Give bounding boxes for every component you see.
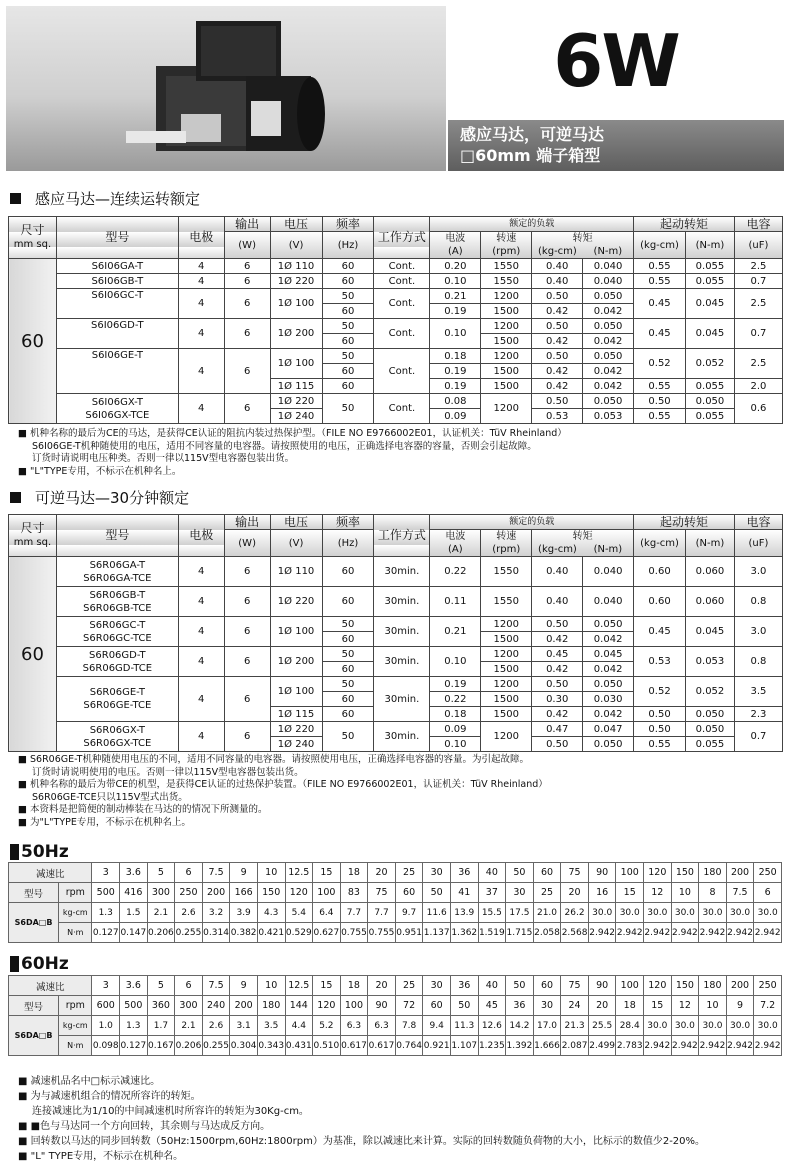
ratio-value: 180 <box>699 863 727 883</box>
kgcm-value: 5.2 <box>313 1016 341 1036</box>
rpm-value: 250 <box>175 883 203 903</box>
ratio-value: 30 <box>423 863 451 883</box>
kgcm-value: 30.0 <box>726 1016 754 1036</box>
kgcm-value: 3.9 <box>230 903 258 923</box>
kgcm-value: 3.5 <box>257 1016 285 1036</box>
ratio-value: 75 <box>561 863 589 883</box>
nm-value: 2.499 <box>588 1036 616 1056</box>
table-row: S6I06GD-T 4 6 1Ø 200 50 Cont. 0.10 1200 0.50 0.050 0.45 0.045 0.7 <box>9 319 783 334</box>
kgcm-value: 15.5 <box>478 903 506 923</box>
nm-value: 0.529 <box>285 923 313 943</box>
kgcm-value: 25.5 <box>588 1016 616 1036</box>
nm-value: 2.058 <box>533 923 561 943</box>
motor-photo <box>6 6 446 171</box>
ratio-value: 7.5 <box>202 863 230 883</box>
table-row: 60 0.22 1500 0.30 0.030 <box>9 692 783 707</box>
ratio-value: 120 <box>644 863 672 883</box>
table-row: S6I06GE-T 4 6 1Ø 100 50 Cont. 0.18 1200 0.50 0.050 0.52 0.052 2.5 <box>9 349 783 364</box>
kgcm-value: 4.4 <box>285 1016 313 1036</box>
ratio-value: 250 <box>754 976 782 996</box>
table-row: 60 0.19 1500 0.42 0.042 <box>9 304 783 319</box>
rpm-value: 500 <box>92 883 120 903</box>
ratio-value: 50 <box>506 863 534 883</box>
ratio-value: 36 <box>450 863 478 883</box>
gear60-table <box>8 975 782 1056</box>
nm-value: 0.255 <box>202 1036 230 1056</box>
rpm-value: 300 <box>175 996 203 1016</box>
rpm-value: 72 <box>395 996 423 1016</box>
rpm-value: 18 <box>616 996 644 1016</box>
kgcm-value: 6.4 <box>313 903 341 923</box>
nm-value: 2.783 <box>616 1036 644 1056</box>
rpm-value: 600 <box>92 996 120 1016</box>
nm-value: 2.942 <box>699 923 727 943</box>
rpm-value: 30 <box>506 883 534 903</box>
rpm-value: 150 <box>257 883 285 903</box>
rpm-value: 30 <box>533 996 561 1016</box>
rpm-value: 45 <box>478 996 506 1016</box>
nm-value: 0.127 <box>120 1036 148 1056</box>
table-row: 60 1500 0.42 0.042 <box>9 632 783 647</box>
nm-value: 1.107 <box>450 1036 478 1056</box>
section2-heading: 可逆马达—30分钟额定 <box>10 487 189 508</box>
nm-value: 0.343 <box>257 1036 285 1056</box>
rpm-value: 60 <box>395 883 423 903</box>
rpm-value: 37 <box>478 883 506 903</box>
reversible-spec-table: 尺寸 mm sq. 型号 电极 输出 电压 频率 工作方式 额定的负载 起动转矩 电容 (W) (V) (Hz) 电波 (A) 转速 (rpm) 转矩 (kg-cm) (N-m) (kg-cm) (N-m) (uF) 60 S6R06GA-T S6R06GA-TCE 4 6 1Ø 110 60 30min. 0.22 1550 0.40 0.040 0.60 0.060 3.0 S6R06GB-T S6R06GB-TCE 4 6 1Ø 220 60 30min. 0.11 1550 0.40 0.040 0.60 0.060 0.8 S6R06GC-T S6R06GC-TCE 4 6 1Ø 100 50 30min. 0.21 1200 0.50 0.050 0.45 0.045 3.0 60 1500 0.42 0.042 S6R06GD-T S6R06GD-TCE 4 6 1Ø 200 50 30min. 0.10 1200 0.45 0.045 0.53 0.053 0.8 60 1500 0.42 0.042 S6R06GE-T S6R06GE-TCE 4 6 1Ø 100 50 30min. 0.19 1200 0.50 0.050 0.52 0.052 3.5 60 0.22 1500 0.30 0.030 1Ø 115 60 0.18 1500 0.42 0.042 0.50 0.050 2.3 S6R06GX-T S6R06GX-TCE 4 6 1Ø 220 50 30min. 0.09 1200 0.47 0.047 0.50 0.050 0.7 1Ø 240 0.10 0.50 0.050 0.55 0.055 <box>8 514 783 752</box>
table-row: 1Ø 115 60 0.19 1500 0.42 0.042 0.55 0.055 2.0 <box>9 379 783 394</box>
kgcm-value: 30.0 <box>671 1016 699 1036</box>
gear50-heading: 50Hz <box>10 842 69 862</box>
nm-value: 1.362 <box>450 923 478 943</box>
title-box <box>448 6 784 171</box>
ratio-value: 40 <box>478 976 506 996</box>
kgcm-value: 2.1 <box>147 903 175 923</box>
kgcm-value: 7.7 <box>368 903 396 923</box>
ratio-value: 6 <box>175 976 203 996</box>
kgcm-value: 21.0 <box>533 903 561 923</box>
nm-value: 0.431 <box>285 1036 313 1056</box>
table-row: S6R06GX-T S6R06GX-TCE 4 6 1Ø 220 50 30min. 0.09 1200 0.47 0.047 0.50 0.050 0.7 <box>9 722 783 737</box>
kgcm-value: 17.5 <box>506 903 534 923</box>
kgcm-value: 30.0 <box>644 1016 672 1036</box>
table-row: 60 1500 0.42 0.042 <box>9 662 783 677</box>
ratio-value: 12.5 <box>285 976 313 996</box>
kgcm-value: 3.1 <box>230 1016 258 1036</box>
nm-value: 0.951 <box>395 923 423 943</box>
ratio-value: 100 <box>616 976 644 996</box>
motor-illustration <box>6 6 446 171</box>
table-row: 60 0.19 1500 0.42 0.042 <box>9 364 783 379</box>
nm-value: 0.382 <box>230 923 258 943</box>
rpm-value: 120 <box>313 996 341 1016</box>
kgcm-value: 30.0 <box>616 903 644 923</box>
rpm-value: 6 <box>754 883 782 903</box>
gear50-table <box>8 862 782 943</box>
nm-row: N·m 0.098 0.127 0.167 0.206 0.255 0.304 0.343 0.431 0.510 0.617 0.617 0.764 0.921 1.107 1.235 1.392 1.666 2.087 2.499 2.783 2.942 2.942 2.942 2.942 2.942 <box>9 1036 782 1056</box>
nm-value: 2.942 <box>588 923 616 943</box>
rpm-value: 180 <box>257 996 285 1016</box>
nm-value: 1.715 <box>506 923 534 943</box>
table-row: S6I06GC-T 4 6 1Ø 100 50 Cont. 0.21 1200 0.50 0.050 0.45 0.045 2.5 <box>9 289 783 304</box>
table-row: 60 1500 0.42 0.042 <box>9 334 783 349</box>
ratio-value: 3.6 <box>120 976 148 996</box>
kgcm-value: 30.0 <box>671 903 699 923</box>
table-row: S6R06GB-T S6R06GB-TCE 4 6 1Ø 220 60 30min. 0.11 1550 0.40 0.040 0.60 0.060 0.8 <box>9 587 783 617</box>
ratio-value: 18 <box>340 863 368 883</box>
kgcm-value: 2.6 <box>202 1016 230 1036</box>
table-row: S6R06GC-T S6R06GC-TCE 4 6 1Ø 100 50 30min. 0.21 1200 0.50 0.050 0.45 0.045 3.0 <box>9 617 783 632</box>
kgcm-value: 17.0 <box>533 1016 561 1036</box>
ratio-value: 90 <box>588 863 616 883</box>
ratio-value: 10 <box>257 976 285 996</box>
rpm-value: 16 <box>588 883 616 903</box>
rpm-value: 100 <box>340 996 368 1016</box>
header-row: 尺寸 mm sq. 型号 电极 输出 电压 频率 工作方式 额定的负载 起动转矩 电容 <box>9 515 783 530</box>
rpm-value: 41 <box>450 883 478 903</box>
ratio-value: 40 <box>478 863 506 883</box>
ratio-value: 60 <box>533 976 561 996</box>
nm-value: 0.167 <box>147 1036 175 1056</box>
kgcm-value: 2.1 <box>175 1016 203 1036</box>
nm-value: 2.942 <box>671 1036 699 1056</box>
ratio-value: 9 <box>230 976 258 996</box>
kgcm-value: 6.3 <box>368 1016 396 1036</box>
section1-notes: ■ 机种名称的最后为CE的马达，是获得CE认证的阻抗内装过热保护型。（FILE NO E9766002E01，认证机关：TüV Rheinland） S6I06GE-T机种随使用的电压，适用不同容量的电容器。请按照使用的电压，正确选择电容器的容量，否则会引起故障。 订货时请说明电压种类。否则一律以115V型电容器包装出货。 ■ "L"TYPE专用，不标示在机种名上。 <box>18 428 567 477</box>
kgcm-value: 11.3 <box>450 1016 478 1036</box>
ratio-value: 180 <box>699 976 727 996</box>
ratio-value: 75 <box>561 976 589 996</box>
kgcm-value: 7.8 <box>395 1016 423 1036</box>
nm-value: 1.519 <box>478 923 506 943</box>
ratio-value: 3 <box>92 976 120 996</box>
kgcm-value: 1.7 <box>147 1016 175 1036</box>
kgcm-value: 21.3 <box>561 1016 589 1036</box>
table-row: 1Ø 240 0.10 0.50 0.050 0.55 0.055 <box>9 737 783 752</box>
rpm-value: 200 <box>202 883 230 903</box>
kgcm-value: 1.0 <box>92 1016 120 1036</box>
table-row: 60 S6I06GA-T 4 6 1Ø 110 60 Cont. 0.20 1550 0.40 0.040 0.55 0.055 2.5 <box>9 259 783 274</box>
nm-value: 2.568 <box>561 923 589 943</box>
ratio-value: 200 <box>726 976 754 996</box>
nm-value: 2.942 <box>644 1036 672 1056</box>
nm-value: 0.617 <box>340 1036 368 1056</box>
kgcm-value: 14.2 <box>506 1016 534 1036</box>
ratio-value: 250 <box>754 863 782 883</box>
ratio-value: 12.5 <box>285 863 313 883</box>
table-row: 1Ø 240 0.09 0.53 0.053 0.55 0.055 <box>9 409 783 424</box>
kgcm-value: 30.0 <box>699 903 727 923</box>
rpm-row: 型号 rpm 500 416 300 250 200 166 150 120 100 83 75 60 50 41 37 30 25 20 16 15 12 10 8 7.5 6 <box>9 883 782 903</box>
ratio-value: 7.5 <box>202 976 230 996</box>
ratio-value: 150 <box>671 863 699 883</box>
ratio-value: 15 <box>313 863 341 883</box>
nm-value: 0.147 <box>120 923 148 943</box>
rpm-value: 360 <box>147 996 175 1016</box>
nm-value: 0.127 <box>92 923 120 943</box>
nm-value: 2.942 <box>754 923 782 943</box>
table-row: S6R06GE-T S6R06GE-TCE 4 6 1Ø 100 50 30min. 0.19 1200 0.50 0.050 0.52 0.052 3.5 <box>9 677 783 692</box>
kgcm-value: 30.0 <box>644 903 672 923</box>
nm-value: 1.666 <box>533 1036 561 1056</box>
ratio-value: 90 <box>588 976 616 996</box>
rpm-value: 24 <box>561 996 589 1016</box>
rpm-value: 20 <box>561 883 589 903</box>
kgcm-value: 3.2 <box>202 903 230 923</box>
rpm-value: 416 <box>120 883 148 903</box>
rpm-value: 10 <box>671 883 699 903</box>
kgcm-value: 4.3 <box>257 903 285 923</box>
rpm-value: 15 <box>644 996 672 1016</box>
rpm-value: 100 <box>313 883 341 903</box>
rpm-value: 50 <box>423 883 451 903</box>
rpm-value: 9 <box>726 996 754 1016</box>
ratio-value: 150 <box>671 976 699 996</box>
ratio-value: 30 <box>423 976 451 996</box>
table-row: 60 S6R06GA-T S6R06GA-TCE 4 6 1Ø 110 60 30min. 0.22 1550 0.40 0.040 0.60 0.060 3.0 <box>9 557 783 587</box>
rpm-value: 75 <box>368 883 396 903</box>
nm-value: 2.942 <box>754 1036 782 1056</box>
bullet-bar-icon <box>10 844 19 860</box>
nm-value: 0.098 <box>92 1036 120 1056</box>
kgcm-value: 12.6 <box>478 1016 506 1036</box>
rpm-value: 15 <box>616 883 644 903</box>
ratio-value: 120 <box>644 976 672 996</box>
ratio-row: 减速比 3 3.6 5 6 7.5 9 10 12.5 15 18 20 25 30 36 40 50 60 75 90 100 120 150 180 200 250 <box>9 863 782 883</box>
section1-heading: 感应马达—连续运转额定 <box>10 188 200 209</box>
rpm-value: 200 <box>230 996 258 1016</box>
kgcm-value: 2.6 <box>175 903 203 923</box>
rpm-value: 25 <box>533 883 561 903</box>
ratio-row: 减速比 3 3.6 5 6 7.5 9 10 12.5 15 18 20 25 30 36 40 50 60 75 90 100 120 150 180 200 250 <box>9 976 782 996</box>
kgcm-value: 1.5 <box>120 903 148 923</box>
header-row: 尺寸 mm sq. 型号 电极 输出 电压 频率 工作方式 额定的负载 起动转矩 电容 <box>9 217 783 232</box>
footer-notes: ■ 减速机品名中□标示减速比。 ■ 为与减速机组合的情况所容许的转矩。 连接减速比为1/10的中间减速机时所容许的转矩为30Kg-cm。 ■ ■色与马达同一个方向回转，其余则与马达成反方向。 ■ 回转数以马达的同步回转数（50Hz:1500rpm,60Hz:1800rpm）为基准，除以减速比来计算。实际的回转数随负荷物的大小，比标示的数值少2-20%。 ■ "L" TYPE专用，不标示在机种名。 <box>18 1076 706 1162</box>
nm-value: 2.942 <box>616 923 644 943</box>
nm-value: 0.314 <box>202 923 230 943</box>
nm-value: 0.627 <box>313 923 341 943</box>
nm-value: 1.392 <box>506 1036 534 1056</box>
gear60-heading: 60Hz <box>10 954 69 974</box>
rpm-value: 60 <box>423 996 451 1016</box>
table-row: S6I06GX-T S6I06GX-TCE 4 6 1Ø 220 50 Cont. 0.08 1200 0.50 0.050 0.50 0.050 0.6 <box>9 394 783 409</box>
ratio-value: 25 <box>395 976 423 996</box>
ratio-value: 5 <box>147 976 175 996</box>
kgcm-value: 26.2 <box>561 903 589 923</box>
ratio-value: 200 <box>726 863 754 883</box>
nm-value: 0.764 <box>395 1036 423 1056</box>
bullet-bar-icon <box>10 956 19 972</box>
bullet-square-icon <box>10 492 21 503</box>
nm-value: 2.087 <box>561 1036 589 1056</box>
rpm-value: 50 <box>450 996 478 1016</box>
kgcm-value: 30.0 <box>754 903 782 923</box>
bullet-square-icon <box>10 193 21 204</box>
nm-value: 0.206 <box>147 923 175 943</box>
kgcm-value: 30.0 <box>726 903 754 923</box>
ratio-value: 6 <box>175 863 203 883</box>
nm-value: 2.942 <box>699 1036 727 1056</box>
ratio-value: 25 <box>395 863 423 883</box>
nm-value: 0.921 <box>423 1036 451 1056</box>
ratio-value: 20 <box>368 863 396 883</box>
kgcm-value: 30.0 <box>754 1016 782 1036</box>
kgcm-row: S6DA□B kg-cm 1.3 1.5 2.1 2.6 3.2 3.9 4.3 5.4 6.4 7.7 7.7 9.7 11.6 13.9 15.5 17.5 21.0 26.2 30.0 30.0 30.0 30.0 30.0 30.0 30.0 <box>9 903 782 923</box>
nm-value: 0.755 <box>340 923 368 943</box>
nm-value: 0.255 <box>175 923 203 943</box>
nm-value: 2.942 <box>726 923 754 943</box>
kgcm-value: 28.4 <box>616 1016 644 1036</box>
rpm-value: 20 <box>588 996 616 1016</box>
ratio-value: 18 <box>340 976 368 996</box>
ratio-value: 20 <box>368 976 396 996</box>
rpm-value: 300 <box>147 883 175 903</box>
kgcm-value: 5.4 <box>285 903 313 923</box>
nm-value: 0.304 <box>230 1036 258 1056</box>
section2-notes: ■ S6R06GE-T机种随使用电压的不同，适用不同容量的电容器。请按照使用电压，正确选择电容器的容量。为引起故障。 订货时请说明使用的电压。否则一律以115V型电容器包装出货。 ■ 机种名称的最后为带CE的机型，是获得CE认证的过热保护装置。（FILE NO E9766002E01，认证机关：TüV Rheinland） S6R06GE-TCE只以115V型式出货。 ■ 本资料是把简便的制动棒装在马达的的情况下所测量的。 ■ 为"L"TYPE专用，不标示在机种名上。 <box>18 754 548 828</box>
rpm-value: 240 <box>202 996 230 1016</box>
rpm-value: 120 <box>285 883 313 903</box>
nm-value: 0.421 <box>257 923 285 943</box>
nm-value: 1.235 <box>478 1036 506 1056</box>
subtitle-line-2: □60mm 端子箱型 <box>460 146 601 165</box>
rpm-value: 500 <box>120 996 148 1016</box>
nm-value: 0.206 <box>175 1036 203 1056</box>
subtitle-line-1: 感应马达，可逆马达 <box>460 125 605 144</box>
nm-value: 2.942 <box>644 923 672 943</box>
table-row: S6R06GD-T S6R06GD-TCE 4 6 1Ø 200 50 30min. 0.10 1200 0.45 0.045 0.53 0.053 0.8 <box>9 647 783 662</box>
induction-spec-table: 尺寸 mm sq. 型号 电极 输出 电压 频率 工作方式 额定的负载 起动转矩 电容 (W) (V) (Hz) 电波 (A) 转速 (rpm) 转矩 (kg-cm) (N-m) (kg-cm) (N-m) (uF) 60 S6I06GA-T 4 6 1Ø 110 60 Cont. 0.20 1550 0.40 0.040 0.55 0.055 2.5 S6I06GB-T 4 6 1Ø 220 60 Cont. 0.10 1550 0.40 0.040 0.55 0.055 0.7 S6I06GC-T 4 6 1Ø 100 50 Cont. 0.21 1200 0.50 0.050 0.45 0.045 2.5 60 0.19 1500 0.42 0.042 S6I06GD-T 4 6 1Ø 200 50 Cont. 0.10 1200 0.50 0.050 0.45 0.045 0.7 60 1500 0.42 0.042 S6I06GE-T 4 6 1Ø 100 50 Cont. 0.18 1200 0.50 0.050 0.52 0.052 2.5 60 0.19 1500 0.42 0.042 1Ø 115 60 0.19 1500 0.42 0.042 0.55 0.055 2.0 S6I06GX-T S6I06GX-TCE 4 6 1Ø 220 50 Cont. 0.08 1200 0.50 0.050 0.50 0.050 0.6 1Ø 240 0.09 0.53 0.053 0.55 0.055 <box>8 216 783 424</box>
kgcm-value: 11.6 <box>423 903 451 923</box>
ratio-value: 100 <box>616 863 644 883</box>
table-row: 1Ø 115 60 0.18 1500 0.42 0.042 0.50 0.050 2.3 <box>9 707 783 722</box>
kgcm-value: 13.9 <box>450 903 478 923</box>
rpm-value: 36 <box>506 996 534 1016</box>
rpm-value: 7.5 <box>726 883 754 903</box>
rpm-value: 144 <box>285 996 313 1016</box>
ratio-value: 3 <box>92 863 120 883</box>
kgcm-value: 6.3 <box>340 1016 368 1036</box>
nm-value: 0.510 <box>313 1036 341 1056</box>
ratio-value: 5 <box>147 863 175 883</box>
rpm-value: 90 <box>368 996 396 1016</box>
rpm-value: 83 <box>340 883 368 903</box>
rpm-value: 12 <box>644 883 672 903</box>
kgcm-value: 9.4 <box>423 1016 451 1036</box>
ratio-value: 15 <box>313 976 341 996</box>
rpm-row: 型号 rpm 600 500 360 300 240 200 180 144 120 100 90 72 60 50 45 36 30 24 20 18 15 12 10 9 7.2 <box>9 996 782 1016</box>
ratio-value: 10 <box>257 863 285 883</box>
nm-value: 0.755 <box>368 923 396 943</box>
rpm-value: 12 <box>671 996 699 1016</box>
kgcm-row: S6DA□B kg-cm 1.0 1.3 1.7 2.1 2.6 3.1 3.5 4.4 5.2 6.3 6.3 7.8 9.4 11.3 12.6 14.2 17.0 21.3 25.5 28.4 30.0 30.0 30.0 30.0 30.0 <box>9 1016 782 1036</box>
ratio-value: 3.6 <box>120 863 148 883</box>
ratio-value: 36 <box>450 976 478 996</box>
nm-value: 2.942 <box>671 923 699 943</box>
table-row: S6I06GB-T 4 6 1Ø 220 60 Cont. 0.10 1550 0.40 0.040 0.55 0.055 0.7 <box>9 274 783 289</box>
kgcm-value: 1.3 <box>120 1016 148 1036</box>
page-title: 6W <box>553 19 679 103</box>
kgcm-value: 30.0 <box>588 903 616 923</box>
title-subtitle-panel <box>448 120 784 171</box>
kgcm-value: 1.3 <box>92 903 120 923</box>
nm-value: 1.137 <box>423 923 451 943</box>
kgcm-value: 9.7 <box>395 903 423 923</box>
rpm-value: 7.2 <box>754 996 782 1016</box>
nm-value: 0.617 <box>368 1036 396 1056</box>
ratio-value: 60 <box>533 863 561 883</box>
rpm-value: 166 <box>230 883 258 903</box>
nm-value: 2.942 <box>726 1036 754 1056</box>
rpm-value: 8 <box>699 883 727 903</box>
kgcm-value: 30.0 <box>699 1016 727 1036</box>
nm-row: N·m 0.127 0.147 0.206 0.255 0.314 0.382 0.421 0.529 0.627 0.755 0.755 0.951 1.137 1.362 1.519 1.715 2.058 2.568 2.942 2.942 2.942 2.942 2.942 2.942 2.942 <box>9 923 782 943</box>
ratio-value: 50 <box>506 976 534 996</box>
ratio-value: 9 <box>230 863 258 883</box>
kgcm-value: 7.7 <box>340 903 368 923</box>
rpm-value: 10 <box>699 996 727 1016</box>
